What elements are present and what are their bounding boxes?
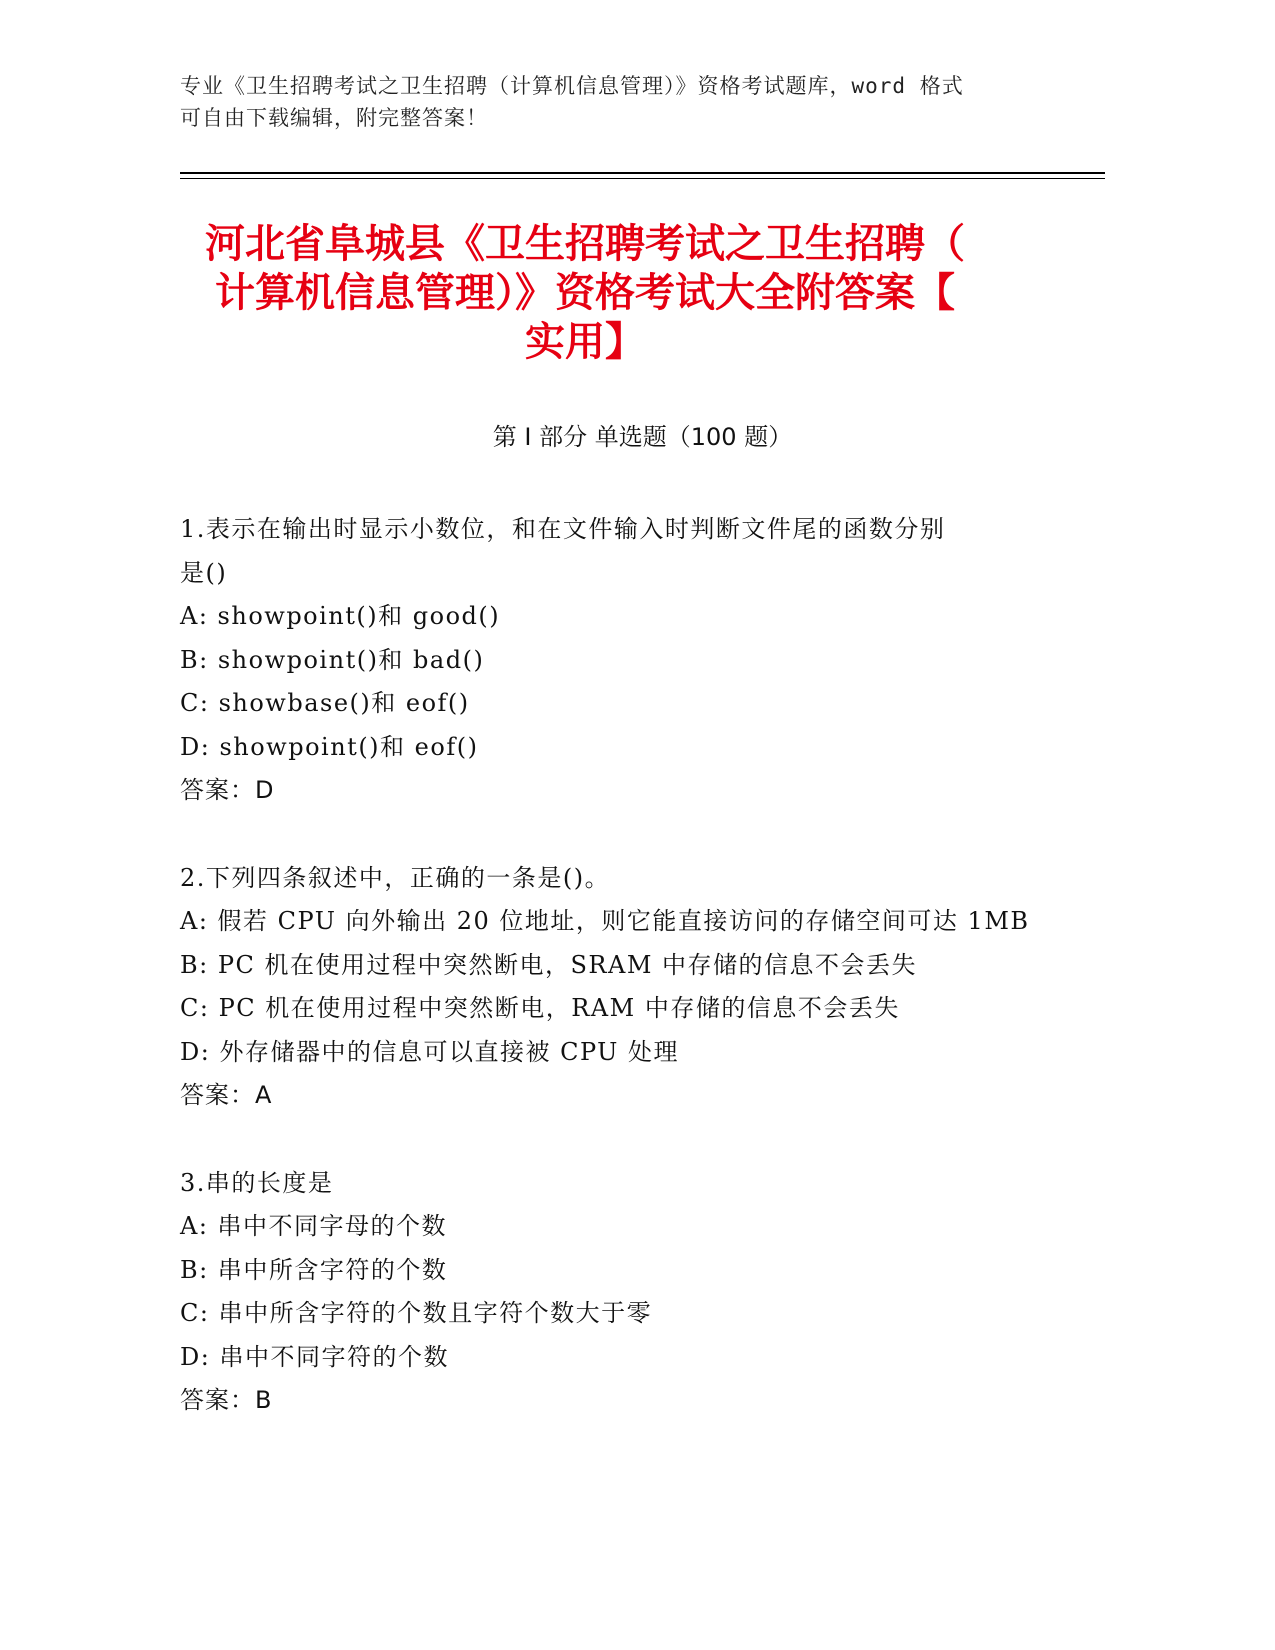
document-title (180, 220, 990, 367)
option-c: C: showbase()和 eof() (180, 689, 470, 717)
question-stem-line: 3.串的长度是 (180, 1168, 334, 1197)
header-note-line-2: 可自由下载编辑，附完整答案！ (180, 106, 488, 130)
answer: 答案：D (180, 776, 275, 804)
question-list (180, 508, 1080, 1467)
document-title-line-1: 河北省阜城县《卫生招聘考试之卫生招聘（ (205, 221, 965, 267)
header-note (180, 70, 1060, 134)
question-2 (180, 857, 1080, 1118)
option-b: B: showpoint()和 bad() (180, 645, 485, 674)
document-title-line-3: 实用】 (525, 319, 645, 365)
document-title-line-2: 计算机信息管理）》资格考试大全附答案【 (215, 270, 955, 316)
section-title: 第 I 部分 单选题（100 题） (492, 423, 793, 451)
option-c: C: PC 机在使用过程中突然断电，RAM 中存储的信息不会丢失 (180, 994, 900, 1022)
option-d: D: 串中不同字符的个数 (180, 1342, 449, 1371)
option-a: A: showpoint()和 good() (180, 602, 501, 630)
option-d: D: 外存储器中的信息可以直接被 CPU 处理 (180, 1037, 680, 1066)
option-c: C: 串中所含字符的个数且字符个数大于零 (180, 1299, 653, 1327)
header-note-line-1: 专业《卫生招聘考试之卫生招聘（计算机信息管理）》资格考试题库，word 格式 (180, 74, 964, 98)
question-stem-line: 1.表示在输出时显示小数位，和在文件输入时判断文件尾的函数分别 (180, 515, 946, 543)
answer: 答案：A (180, 1081, 273, 1109)
question-3 (180, 1162, 1080, 1423)
question-stem-line: 2.下列四条叙述中，正确的一条是()。 (180, 863, 611, 892)
header-divider-thin (180, 178, 1105, 179)
question-1 (180, 508, 1080, 813)
question-stem-line: 是() (180, 558, 228, 587)
option-a: A: 假若 CPU 向外输出 20 位地址，则它能直接访问的存储空间可达 1MB (180, 907, 1030, 935)
option-d: D: showpoint()和 eof() (180, 732, 479, 761)
header-divider-thick (180, 172, 1105, 174)
answer: 答案：B (180, 1386, 273, 1414)
option-a: A: 串中不同字母的个数 (180, 1212, 448, 1240)
option-b: B: 串中所含字符的个数 (180, 1255, 448, 1284)
option-b: B: PC 机在使用过程中突然断电，SRAM 中存储的信息不会丢失 (180, 950, 918, 979)
